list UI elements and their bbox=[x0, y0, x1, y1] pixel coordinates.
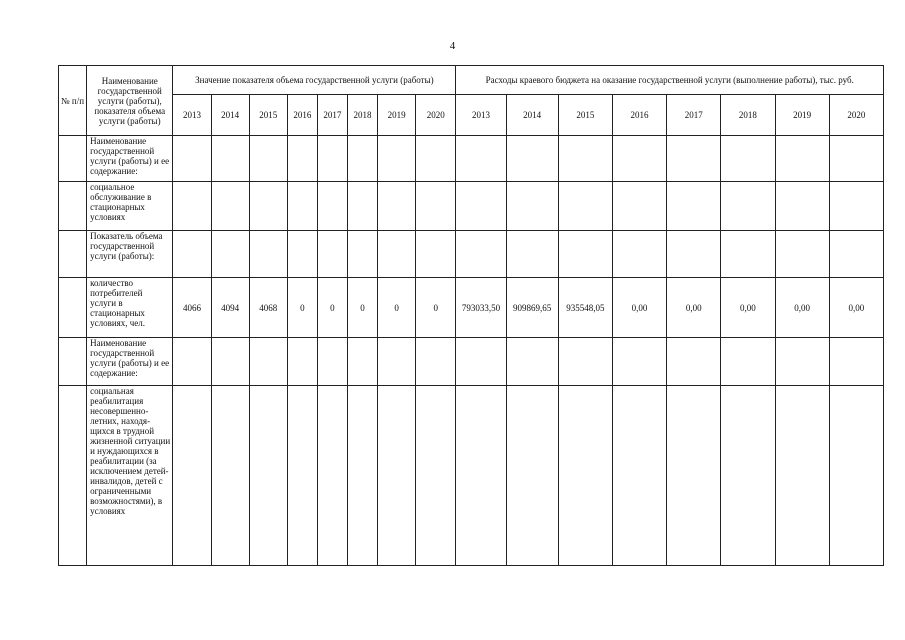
expense-cell bbox=[721, 338, 775, 386]
row-num bbox=[59, 338, 87, 386]
volume-cell bbox=[378, 386, 416, 566]
volume-cell bbox=[173, 338, 211, 386]
expense-cell bbox=[612, 182, 666, 231]
volume-cell bbox=[211, 338, 249, 386]
volume-cell bbox=[287, 231, 317, 278]
year-row bbox=[59, 95, 884, 136]
expense-cell bbox=[456, 338, 506, 386]
table-row bbox=[59, 136, 884, 182]
expense-cell bbox=[667, 386, 721, 566]
volume-cell bbox=[249, 182, 287, 231]
expense-cell: 793033,50 bbox=[456, 278, 506, 338]
volume-cell: 0 bbox=[416, 278, 456, 338]
expense-cell bbox=[506, 338, 558, 386]
volume-cell bbox=[378, 136, 416, 182]
expense-cell: 909869,65 bbox=[506, 278, 558, 338]
volume-cell bbox=[416, 136, 456, 182]
volume-cell bbox=[317, 386, 347, 566]
expense-cell bbox=[506, 231, 558, 278]
volume-cell bbox=[317, 136, 347, 182]
expense-cell: 0,00 bbox=[612, 278, 666, 338]
row-num bbox=[59, 278, 87, 338]
volume-cell bbox=[211, 136, 249, 182]
row-num bbox=[59, 231, 87, 278]
table-body bbox=[59, 136, 884, 566]
volume-year: 2017 bbox=[317, 95, 347, 136]
row-num bbox=[59, 182, 87, 231]
volume-cell: 0 bbox=[378, 278, 416, 338]
expense-cell bbox=[721, 386, 775, 566]
expense-cell bbox=[612, 231, 666, 278]
volume-cell: 4094 bbox=[211, 278, 249, 338]
expense-year: 2014 bbox=[506, 95, 558, 136]
expense-cell bbox=[775, 231, 829, 278]
volume-cell bbox=[173, 386, 211, 566]
volume-cell bbox=[347, 386, 377, 566]
volume-cell bbox=[378, 231, 416, 278]
expense-cell bbox=[506, 136, 558, 182]
volume-cell bbox=[211, 231, 249, 278]
expense-cell bbox=[721, 136, 775, 182]
expense-year: 2015 bbox=[558, 95, 612, 136]
expense-cell bbox=[829, 136, 883, 182]
expense-cell bbox=[506, 182, 558, 231]
volume-cell bbox=[249, 231, 287, 278]
volume-cell bbox=[347, 338, 377, 386]
row-label: Наименование государственной услуги (работы) и ее содержание: bbox=[87, 338, 173, 386]
header-num: № п/п bbox=[59, 66, 87, 136]
volume-cell bbox=[416, 231, 456, 278]
volume-cell: 0 bbox=[347, 278, 377, 338]
expense-cell bbox=[558, 136, 612, 182]
expense-cell: 0,00 bbox=[667, 278, 721, 338]
expense-cell bbox=[506, 386, 558, 566]
volume-cell bbox=[416, 182, 456, 231]
expense-cell bbox=[829, 231, 883, 278]
expense-cell bbox=[775, 338, 829, 386]
expense-cell bbox=[612, 136, 666, 182]
expense-cell bbox=[667, 182, 721, 231]
volume-year: 2019 bbox=[378, 95, 416, 136]
page-number: 4 bbox=[449, 40, 456, 52]
volume-cell: 4068 bbox=[249, 278, 287, 338]
expense-cell bbox=[775, 386, 829, 566]
expense-cell bbox=[667, 338, 721, 386]
table-row bbox=[59, 231, 884, 278]
expense-cell: 0,00 bbox=[775, 278, 829, 338]
volume-cell bbox=[416, 386, 456, 566]
table-header bbox=[59, 66, 884, 136]
volume-cell bbox=[347, 231, 377, 278]
volume-cell bbox=[173, 231, 211, 278]
volume-cell bbox=[378, 338, 416, 386]
expense-cell bbox=[775, 136, 829, 182]
volume-cell bbox=[249, 386, 287, 566]
expense-cell: 935548,05 bbox=[558, 278, 612, 338]
volume-cell bbox=[173, 136, 211, 182]
volume-cell bbox=[347, 182, 377, 231]
volume-cell bbox=[287, 136, 317, 182]
expense-cell bbox=[667, 136, 721, 182]
expense-cell bbox=[612, 338, 666, 386]
expense-year: 2016 bbox=[612, 95, 666, 136]
expense-cell bbox=[829, 386, 883, 566]
expense-year: 2013 bbox=[456, 95, 506, 136]
expense-cell bbox=[721, 182, 775, 231]
volume-cell bbox=[249, 136, 287, 182]
volume-year: 2018 bbox=[347, 95, 377, 136]
expense-year: 2020 bbox=[829, 95, 883, 136]
expense-cell bbox=[456, 182, 506, 231]
volume-cell bbox=[287, 338, 317, 386]
volume-cell bbox=[211, 182, 249, 231]
volume-cell bbox=[317, 338, 347, 386]
volume-cell: 4066 bbox=[173, 278, 211, 338]
expense-cell: 0,00 bbox=[829, 278, 883, 338]
volume-cell bbox=[173, 182, 211, 231]
expense-cell bbox=[456, 386, 506, 566]
row-num bbox=[59, 136, 87, 182]
row-label: социальное обслуживание в стационарных условиях bbox=[87, 182, 173, 231]
table-row bbox=[59, 182, 884, 231]
volume-cell bbox=[416, 338, 456, 386]
budget-table bbox=[58, 65, 884, 566]
expense-cell bbox=[558, 338, 612, 386]
volume-year: 2020 bbox=[416, 95, 456, 136]
expense-cell: 0,00 bbox=[721, 278, 775, 338]
table-row bbox=[59, 386, 884, 566]
volume-cell: 0 bbox=[287, 278, 317, 338]
expense-year: 2019 bbox=[775, 95, 829, 136]
expense-cell bbox=[721, 231, 775, 278]
volume-cell bbox=[287, 386, 317, 566]
row-label: Наименование государственной услуги (работы) и ее содержание: bbox=[87, 136, 173, 182]
expense-cell bbox=[612, 386, 666, 566]
volume-cell bbox=[347, 136, 377, 182]
row-label: количество потребителей услуги в стационарных условиях, чел. bbox=[87, 278, 173, 338]
expense-cell bbox=[456, 231, 506, 278]
volume-cell bbox=[249, 338, 287, 386]
volume-cell bbox=[287, 182, 317, 231]
volume-year: 2014 bbox=[211, 95, 249, 136]
volume-cell bbox=[317, 231, 347, 278]
row-num bbox=[59, 386, 87, 566]
expense-year: 2017 bbox=[667, 95, 721, 136]
expense-cell bbox=[829, 338, 883, 386]
expense-cell bbox=[558, 182, 612, 231]
expense-cell bbox=[775, 182, 829, 231]
header-expense-group: Расходы краевого бюджета на оказание государственной услуги (выполнение работы), тыс. руб. bbox=[456, 66, 884, 95]
volume-cell bbox=[378, 182, 416, 231]
row-label: социальная реабилитация несовершенно-летних, находя-щихся в трудной жизненной ситуации и нуждающихся в реабилитации (за исключением детей-инвалидов, детей с ограниченными возможностями), в условиях bbox=[87, 386, 173, 566]
expense-cell bbox=[558, 386, 612, 566]
row-label: Показатель объема государственной услуги (работы): bbox=[87, 231, 173, 278]
volume-year: 2016 bbox=[287, 95, 317, 136]
expense-cell bbox=[667, 231, 721, 278]
volume-cell bbox=[211, 386, 249, 566]
header-volume-group: Значение показателя объема государственной услуги (работы) bbox=[173, 66, 456, 95]
volume-cell: 0 bbox=[317, 278, 347, 338]
expense-cell bbox=[829, 182, 883, 231]
expense-cell bbox=[558, 231, 612, 278]
expense-cell bbox=[456, 136, 506, 182]
volume-cell bbox=[317, 182, 347, 231]
header-name: Наименование государственной услуги (работы), показателя объема услуги (работы) bbox=[87, 66, 173, 136]
table-row bbox=[59, 278, 884, 338]
volume-year: 2015 bbox=[249, 95, 287, 136]
table-row bbox=[59, 338, 884, 386]
volume-year: 2013 bbox=[173, 95, 211, 136]
expense-year: 2018 bbox=[721, 95, 775, 136]
